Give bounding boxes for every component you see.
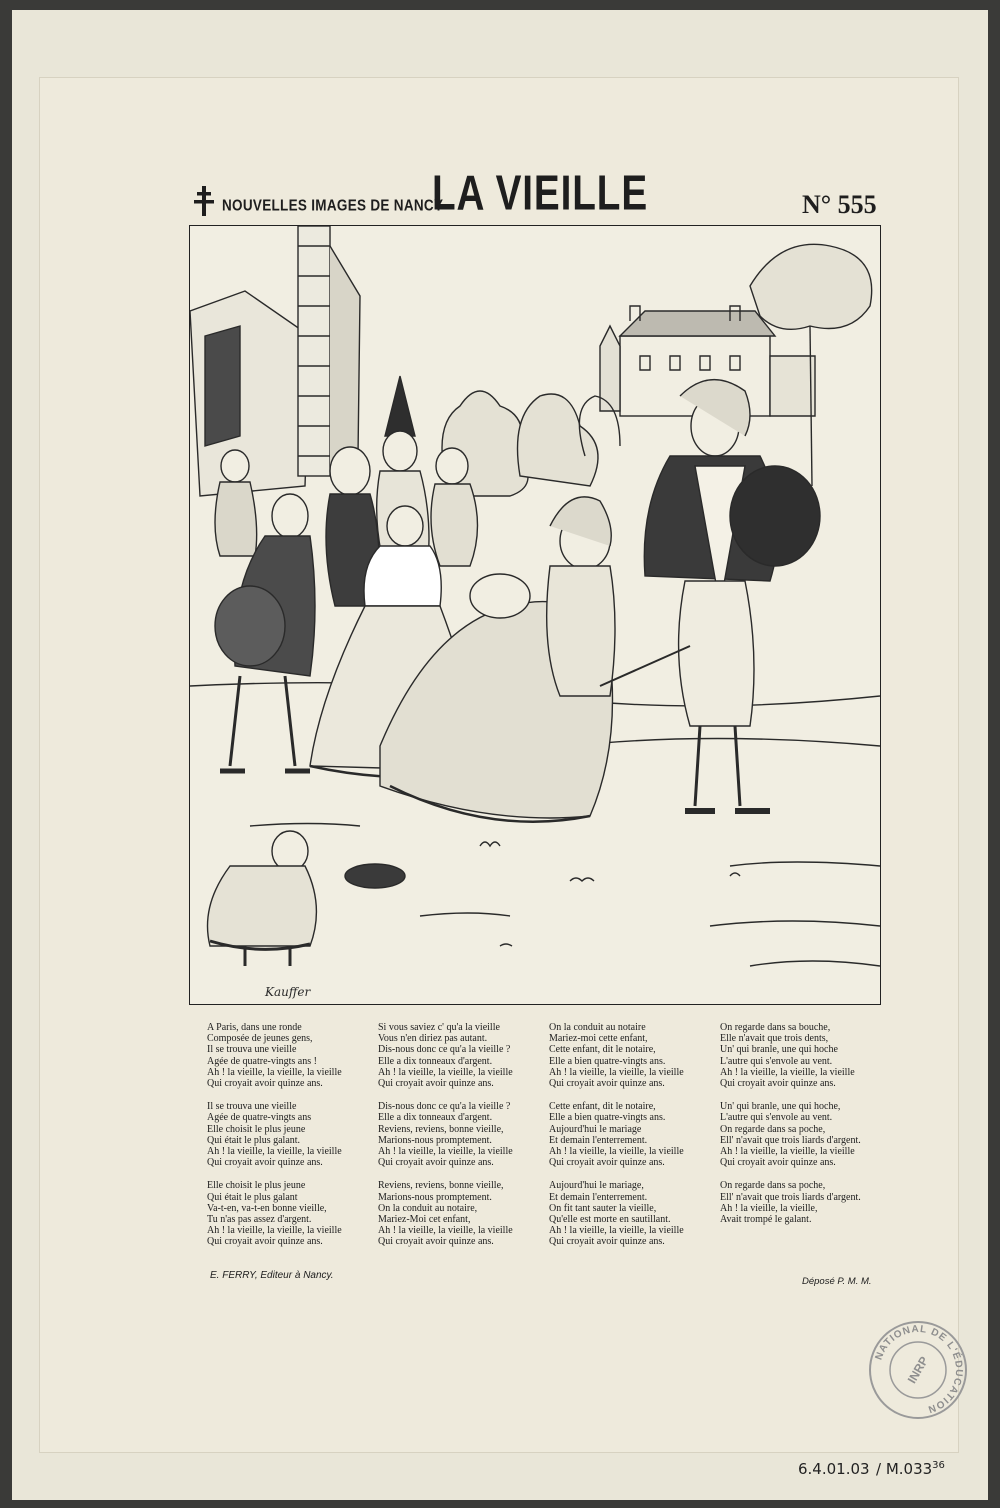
poem-column-3 — [549, 1022, 721, 1260]
stamp-inner-text: INRP — [904, 1354, 932, 1386]
poem-line: Vous n'en diriez pas autant. — [378, 1033, 488, 1045]
poem-line: Qui croyait avoir quinze ans. — [378, 1157, 494, 1169]
poem-line: Qui croyait avoir quinze ans. — [378, 1236, 494, 1248]
poem-line: Ah ! la vieille, la vieille, la vieille — [549, 1225, 684, 1237]
poem-column-1 — [207, 1022, 379, 1260]
deposit-mark: Déposé P. M. M. — [802, 1276, 872, 1287]
poem-line: On regarde dans sa poche, — [720, 1180, 826, 1192]
poem-line: On regarde dans sa poche, — [720, 1123, 826, 1135]
poem-line: Elle a bien quatre-vingts ans. — [549, 1055, 666, 1067]
stanza — [378, 1022, 550, 1089]
poem-line: Elle a dix tonneaux d'argent. — [378, 1112, 493, 1124]
poem-line: Cette enfant, dit le notaire, — [549, 1044, 656, 1056]
poem-line: Tu n'as pas assez d'argent. — [207, 1214, 312, 1226]
poem-line: Qui croyait avoir quinze ans. — [549, 1157, 665, 1169]
stanza — [549, 1022, 721, 1089]
poem-line: On la conduit au notaire — [549, 1022, 646, 1033]
engraving-drawing — [190, 226, 880, 1004]
poem-line: Marions-nous promptement. — [378, 1191, 492, 1203]
poem-line: Elle a dix tonneaux d'argent. — [378, 1055, 493, 1067]
poem-line: On fit tant sauter la vieille, — [549, 1202, 657, 1214]
poem-line: Ah ! la vieille, la vieille, — [720, 1202, 818, 1214]
poem-line: Qui croyait avoir quinze ans. — [549, 1078, 665, 1090]
poem-line: Ah ! la vieille, la vieille, la vieille — [378, 1066, 513, 1078]
poem-line: Reviens, reviens, bonne vieille, — [378, 1123, 504, 1135]
poem-line: Un' qui branle, une qui hoche, — [720, 1101, 841, 1113]
library-stamp — [866, 1318, 970, 1422]
poem-line: Avait trompé le galant. — [720, 1214, 812, 1226]
poem-line: Ah ! la vieille, la vieille, la vieille — [378, 1146, 513, 1158]
poem-line: Et demain l'enterrement. — [549, 1191, 648, 1203]
page-title: LA VIEILLE — [432, 166, 649, 221]
poem-line: L'autre qui s'envole au vent. — [720, 1055, 833, 1067]
lorraine-cross-icon — [193, 186, 215, 216]
poem-line: Un' qui branle, une qui hoche — [720, 1044, 838, 1056]
poem-line: Ah ! la vieille, la vieille, la vieille — [720, 1066, 855, 1078]
poem-line: Qui croyait avoir quinze ans. — [207, 1236, 323, 1248]
poem-line: Elle a bien quatre-vingts ans. — [549, 1112, 666, 1124]
poem-line: Qui croyait avoir quinze ans. — [378, 1078, 494, 1090]
poem-line: Qui était le plus galant. — [207, 1134, 301, 1146]
poem-line: Composée de jeunes gens, — [207, 1033, 313, 1045]
poem-line: Dis-nous donc ce qu'a la vieille ? — [378, 1101, 511, 1113]
stanza — [720, 1180, 892, 1225]
stanza — [549, 1180, 721, 1247]
poem-line: Mariez-Moi cet enfant, — [378, 1214, 471, 1226]
poem-line: Ah ! la vieille, la vieille, la vieille — [207, 1066, 342, 1078]
series-title: NOUVELLES IMAGES DE NANCY — [222, 196, 444, 215]
poem-line: Va-t-en, va-t-en bonne vieille, — [207, 1202, 327, 1214]
poem-line: Agée de quatre-vingts ans ! — [207, 1055, 317, 1067]
publisher-credit: E. FERRY, Editeur à Nancy. — [210, 1270, 334, 1281]
poem-line: Dis-nous donc ce qu'a la vieille ? — [378, 1044, 511, 1056]
poem-line: Ah ! la vieille, la vieille, la vieille — [549, 1146, 684, 1158]
sheet-number: N° 555 — [802, 190, 877, 219]
poem-column-2 — [378, 1022, 550, 1260]
poem-line: Elle choisit le plus jeune — [207, 1123, 306, 1135]
poem-line: Reviens, reviens, bonne vieille, — [378, 1180, 504, 1192]
poem-line: Ah ! la vieille, la vieille, la vieille — [207, 1225, 342, 1237]
poem-line: Qui était le plus galant — [207, 1191, 298, 1203]
poem-line: Elle choisit le plus jeune — [207, 1180, 306, 1192]
poem-line: Ell' n'avait que trois liards d'argent. — [720, 1134, 861, 1146]
stanza — [549, 1101, 721, 1168]
poem-line: Aujourd'hui le mariage, — [549, 1180, 644, 1192]
poem-line: Elle n'avait que trois dents, — [720, 1033, 829, 1045]
poem-line: Qu'elle est morte en sautillant. — [549, 1214, 671, 1226]
stanza — [378, 1101, 550, 1168]
poem-line: Marions-nous promptement. — [378, 1134, 492, 1146]
poem-line: Ah ! la vieille, la vieille, la vieille — [207, 1146, 342, 1158]
engraving-illustration — [189, 225, 881, 1005]
poem-line: Agée de quatre-vingts ans — [207, 1112, 312, 1124]
poem-line: Il se trouva une vieille — [207, 1101, 297, 1113]
poem-line: Aujourd'hui le mariage — [549, 1123, 642, 1135]
poem-line: Qui croyait avoir quinze ans. — [720, 1078, 836, 1090]
poem-column-4 — [720, 1022, 892, 1237]
shelfmark-handwritten-left: 6.4.01.03 — [798, 1460, 870, 1478]
poem-line: Ell' n'avait que trois liards d'argent. — [720, 1191, 861, 1203]
stanza — [207, 1022, 379, 1089]
poem-line: On la conduit au notaire, — [378, 1202, 478, 1214]
poem-line: Cette enfant, dit le notaire, — [549, 1101, 656, 1113]
stamp-outer-text: NATIONAL DE L'ÉDUCATION — [873, 1323, 965, 1415]
poem-line: Ah ! la vieille, la vieille, la vieille — [378, 1225, 513, 1237]
poem-line: Ah ! la vieille, la vieille, la vieille — [549, 1066, 684, 1078]
poem-line: Mariez-moi cette enfant, — [549, 1033, 648, 1045]
stanza — [378, 1180, 550, 1247]
poem-line: L'autre qui s'envole au vent. — [720, 1112, 833, 1124]
poem-line: On regarde dans sa bouche, — [720, 1022, 831, 1033]
poem-line: Et demain l'enterrement. — [549, 1134, 648, 1146]
poem-line: Qui croyait avoir quinze ans. — [207, 1078, 323, 1090]
stanza — [207, 1180, 379, 1247]
poem-line: Ah ! la vieille, la vieille, la vieille — [720, 1146, 855, 1158]
artist-signature: Kauffer — [265, 985, 311, 999]
stanza — [720, 1022, 892, 1089]
poem-line: Qui croyait avoir quinze ans. — [207, 1157, 323, 1169]
stanza — [720, 1101, 892, 1168]
shelfmark-handwritten-right: / M.033$^{36}$ — [876, 1460, 945, 1478]
poem-line: Il se trouva une vieille — [207, 1044, 297, 1056]
poem-line: Qui croyait avoir quinze ans. — [720, 1157, 836, 1169]
poem-line: Qui croyait avoir quinze ans. — [549, 1236, 665, 1248]
stanza — [207, 1101, 379, 1168]
poem-line: A Paris, dans une ronde — [207, 1022, 302, 1033]
poem-line: Si vous saviez c' qu'a la vieille — [378, 1022, 500, 1033]
